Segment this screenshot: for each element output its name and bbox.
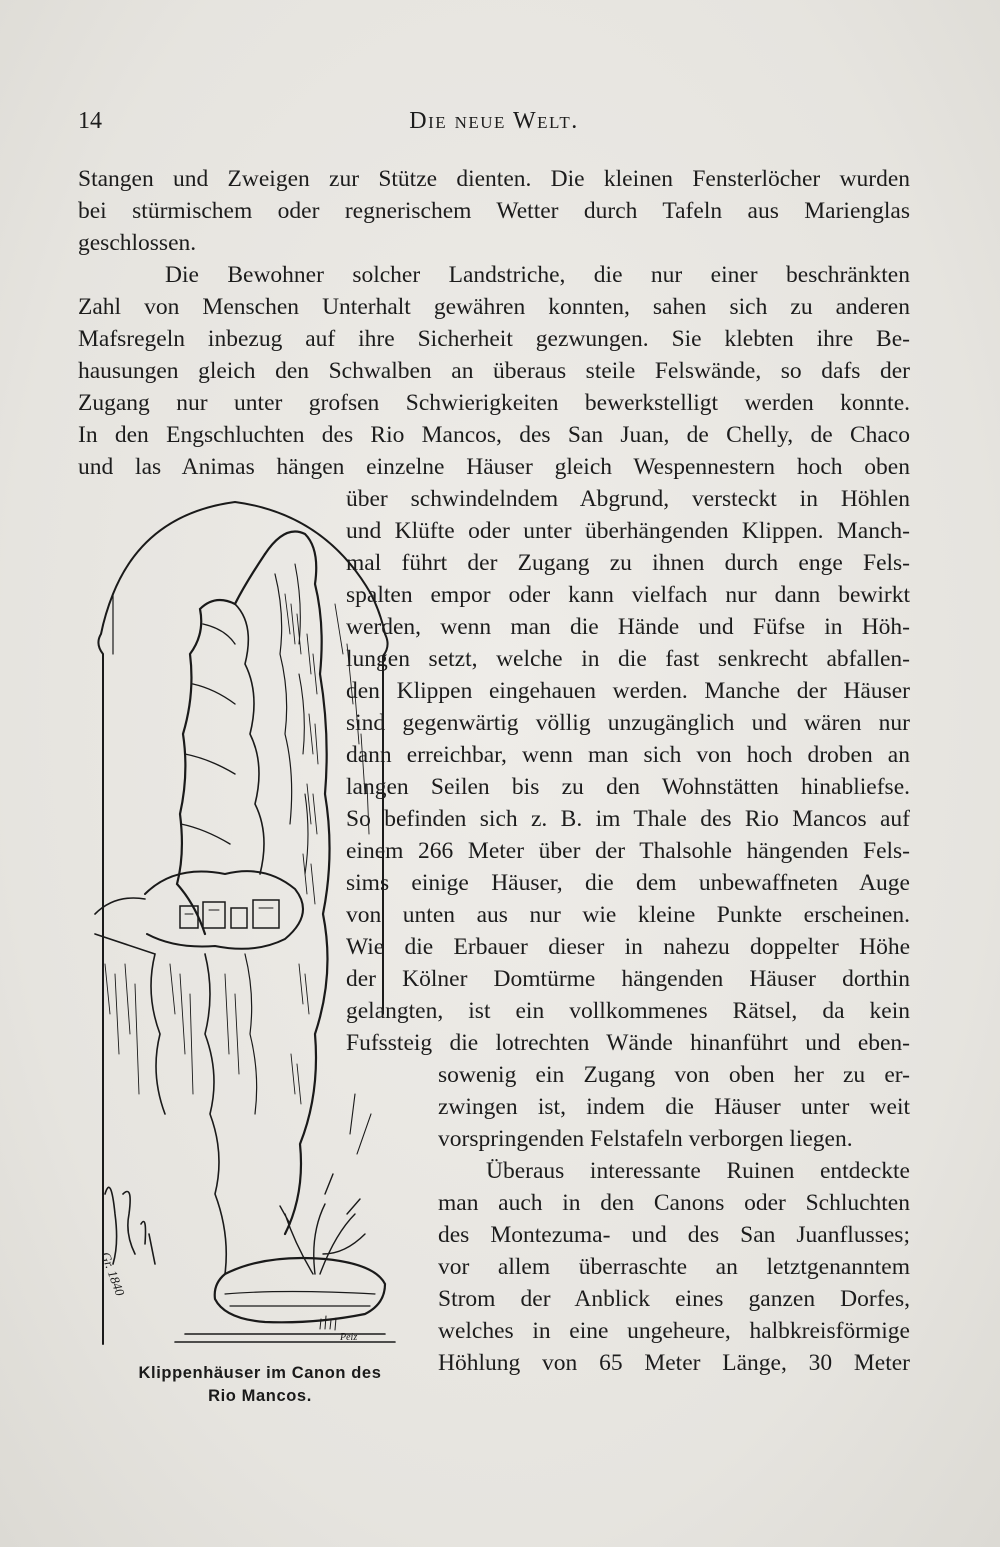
text-line: Stangen und Zweigen zur Stütze dienten. Die kleinen Fensterlöcher wurden — [78, 166, 910, 192]
caption-line-2: Rio Mancos. — [208, 1387, 312, 1405]
text-line: zwingen ist, indem die Häuser unter weit — [438, 1094, 910, 1120]
figure-caption — [120, 1362, 400, 1408]
text-line: hausungen gleich den Schwalben an überaus steile Felswände, so dafs der — [78, 358, 910, 384]
text-line: den Klippen eingehauen werden. Manche der Häuser — [346, 678, 910, 704]
text-line: Höhlung von 65 Meter Länge, 30 Meter — [438, 1350, 910, 1376]
text-line: gelangten, ist ein vollkommenes Rätsel, da kein — [346, 998, 910, 1024]
text-line: sowenig ein Zugang von oben her zu er- — [438, 1062, 910, 1088]
foreground-rock — [215, 1258, 385, 1322]
artist-signature: Peiz — [340, 1332, 358, 1343]
text-line: man auch in den Canons oder Schluchten — [438, 1190, 910, 1216]
text-line: über schwindelndem Abgrund, versteckt in Höhlen — [346, 486, 910, 512]
text-line: vorspringenden Felstafeln verborgen liegen. — [438, 1126, 853, 1152]
text-line: Wie die Erbauer dieser in nahezu doppelter Höhe — [346, 934, 910, 960]
text-line: geschlossen. — [78, 230, 197, 256]
text-line: von unten aus nur wie kleine Punkte erscheinen. — [346, 902, 910, 928]
caption-line-1: Klippenhäuser im Canon des — [138, 1364, 382, 1382]
text-line: So befinden sich z. B. im Thale des Rio Mancos auf — [346, 806, 910, 832]
text-line: dann erreichbar, wenn man sich von hoch droben an — [346, 742, 910, 768]
page-header — [78, 108, 910, 144]
text-line: bei stürmischem oder regnerischem Wetter durch Tafeln aus Marienglas — [78, 198, 910, 224]
text-line: welches in eine ungeheure, halbkreisförmige — [438, 1318, 910, 1344]
text-line: werden, wenn man die Hände und Füfse in Höh- — [346, 614, 910, 640]
text-line: sind gegenwärtig völlig unzugänglich und wären nur — [346, 710, 910, 736]
text-line: Fufssteig die lotrechten Wände hinanführt und eben- — [346, 1030, 910, 1056]
cliff-dwellings-illustration — [85, 494, 405, 1354]
text-line: und Klüfte oder unter überhängenden Klippen. Manch- — [346, 518, 910, 544]
text-line: der Kölner Domtürme hängenden Häuser dorthin — [346, 966, 910, 992]
text-line: spalten empor oder kann vielfach nur dann bewirkt — [346, 582, 910, 608]
text-line: langen Seilen bis zu den Wohnstätten hinabliefse. — [346, 774, 910, 800]
running-title: Die neue Welt. — [409, 108, 579, 134]
text-line: Strom der Anblick eines ganzen Dorfes, — [438, 1286, 910, 1312]
left-signature: Gr. 1840 — [98, 1249, 128, 1298]
text-line: Zahl von Menschen Unterhalt gewähren konnten, sahen sich zu anderen — [78, 294, 910, 320]
text-line: Die Bewohner solcher Landstriche, die nur einer beschränkten — [165, 262, 910, 288]
arch-frame — [98, 502, 387, 1344]
text-line: des Montezuma- und des San Juanflusses; — [438, 1222, 910, 1248]
page-number: 14 — [78, 108, 102, 134]
text-line: In den Engschluchten des Rio Mancos, des San Juan, de Chelly, de Chaco — [78, 422, 910, 448]
text-line: einem 266 Meter über der Thalsohle hängenden Fels- — [346, 838, 910, 864]
text-line: Überaus interessante Ruinen entdeckte — [486, 1158, 910, 1184]
cliff-drawing — [85, 494, 405, 1354]
text-line: sims einige Häuser, die dem unbewaffneten Auge — [346, 870, 910, 896]
text-line: mal führt der Zugang zu ihnen durch enge Fels- — [346, 550, 910, 576]
text-line: lungen setzt, welche in die fast senkrecht abfallen- — [346, 646, 910, 672]
text-line: Zugang nur unter grofsen Schwierigkeiten bewerkstelligt werden konnte. — [78, 390, 910, 416]
text-line: und las Animas hängen einzelne Häuser gleich Wespennestern hoch oben — [78, 454, 910, 480]
text-line: Mafsregeln inbezug auf ihre Sicherheit gezwungen. Sie klebten ihre Be- — [78, 326, 910, 352]
text-line: vor allem überraschte an letztgenanntem — [438, 1254, 910, 1280]
cliff-outline — [265, 532, 330, 1235]
